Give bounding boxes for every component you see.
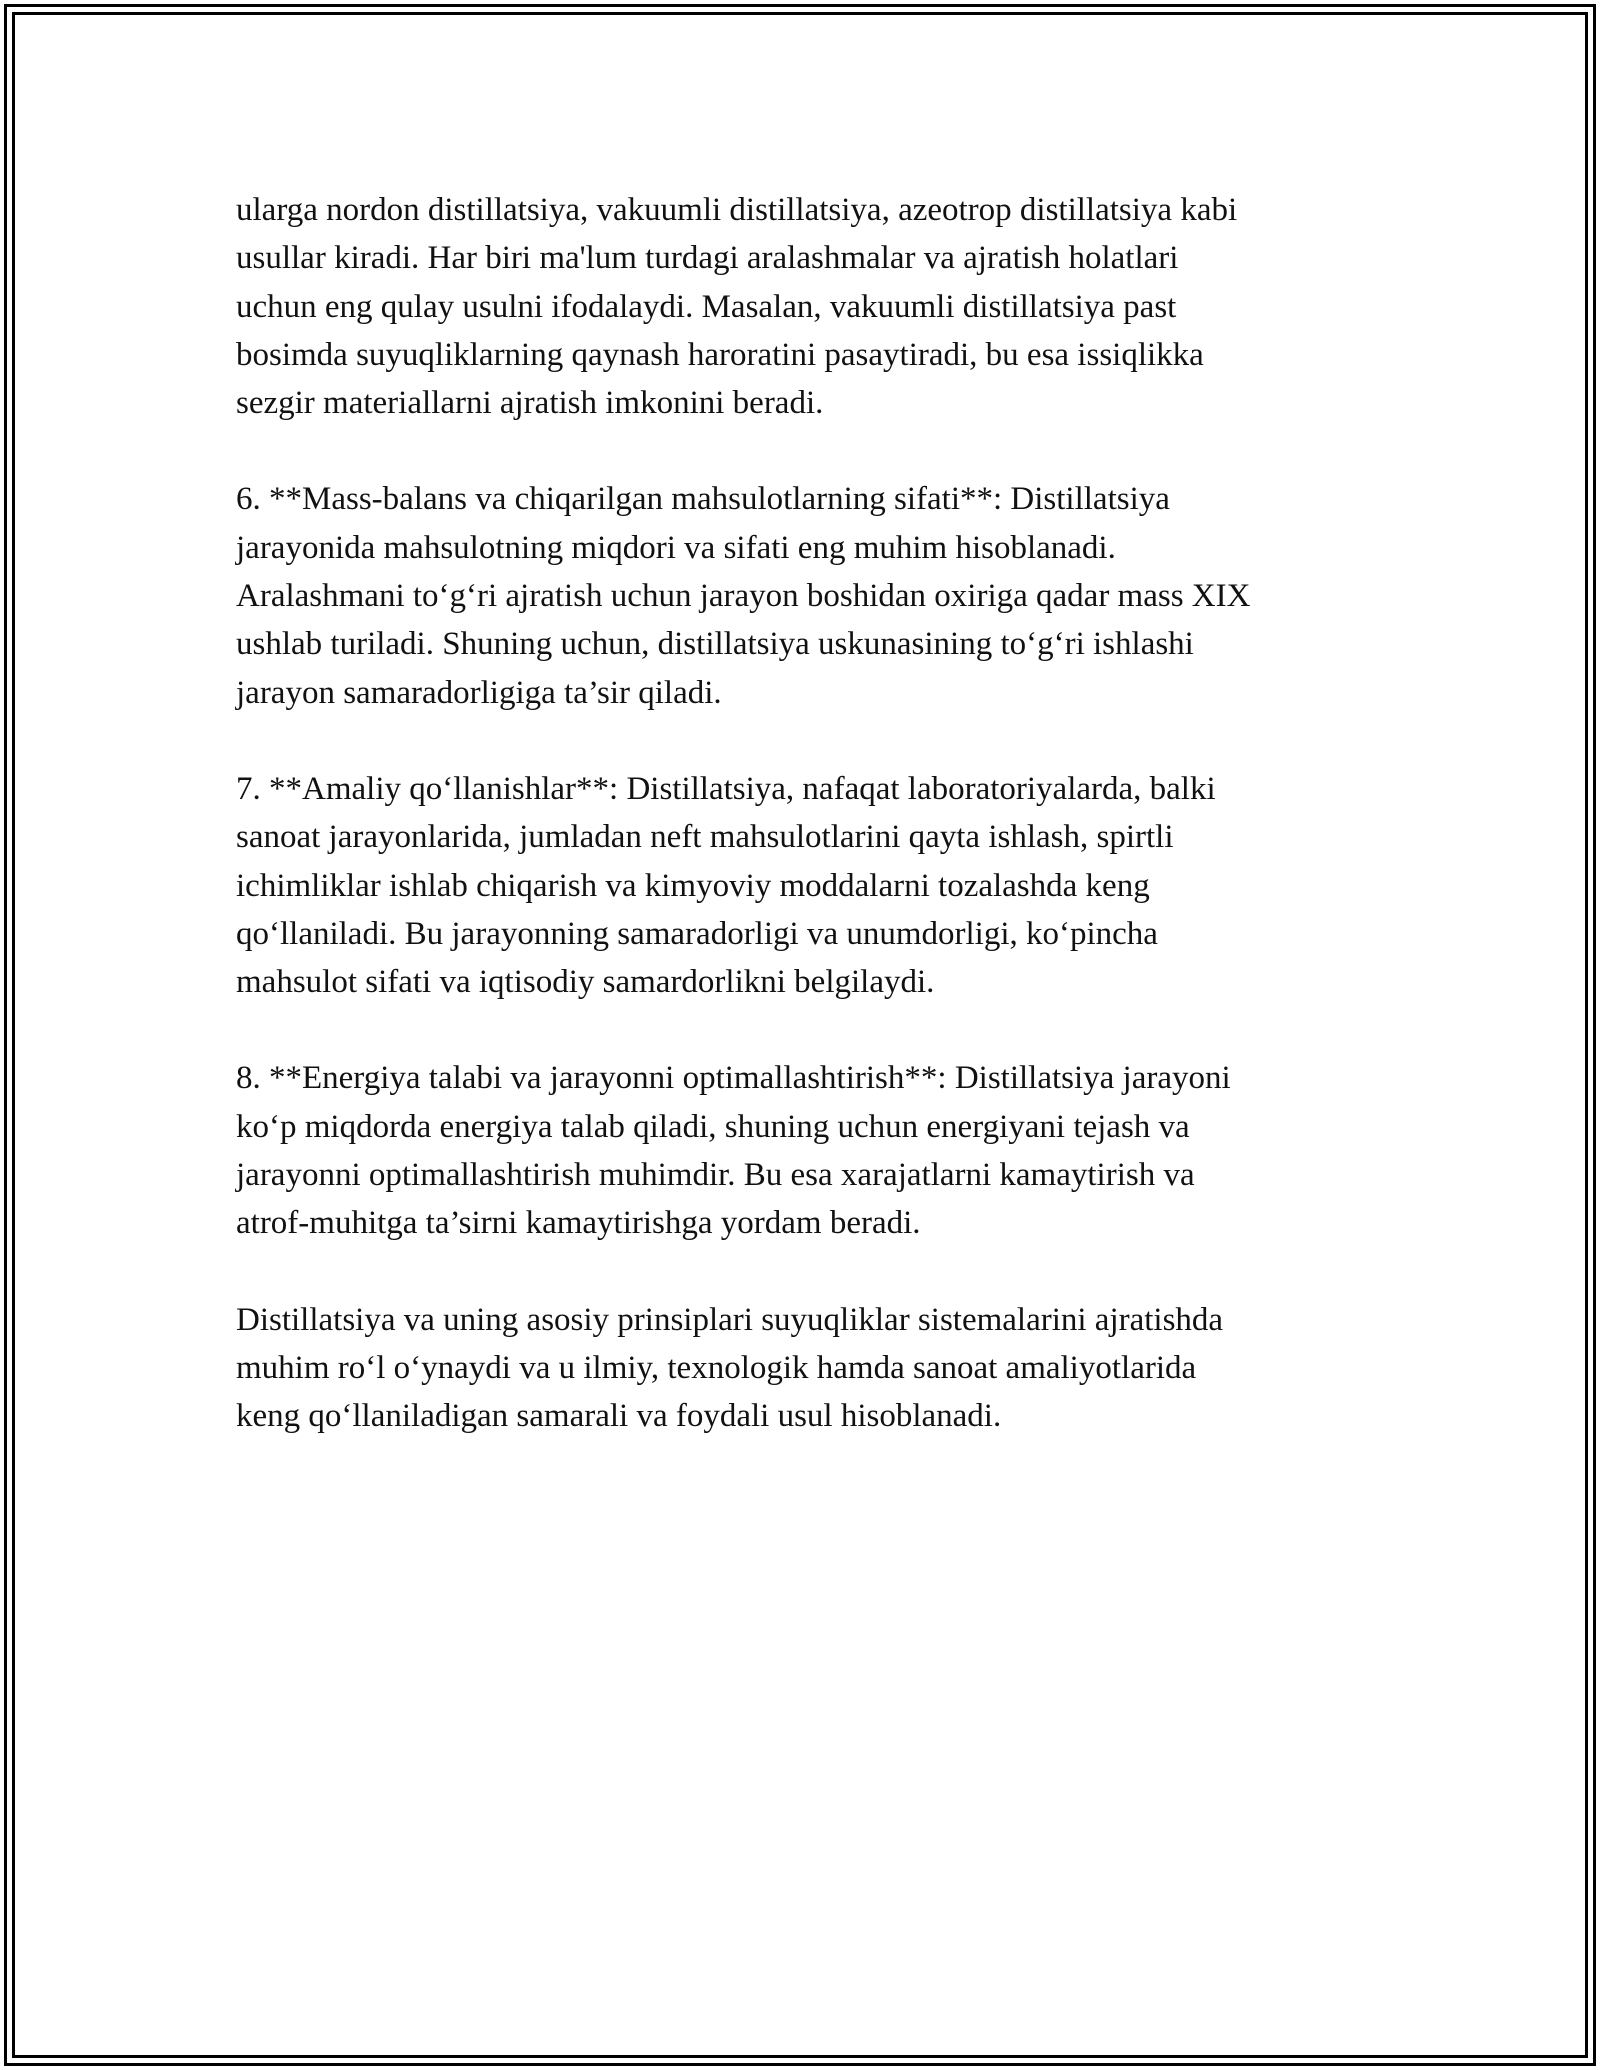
paragraph-mass-balance: 6. **Mass-balans va chiqarilgan mahsulotlarning sifati**: Distillatsiya jarayonida mahsulotning miqdori va sifati eng muhim hisoblanadi. Aralashmani to‘g‘ri ajratish uchun jarayon boshidan oxiriga qadar mass XIX ushlab turiladi. Shuning uchun, distillatsiya uskunasining to‘g‘ri ishlashi jarayon samaradorligiga ta’sir qiladi. xyxy=(236,481,1251,711)
paragraph-practical-applications: 7. **Amaliy qo‘llanishlar**: Distillatsiya, nafaqat laboratoriyalarda, balki sanoat jarayonlarida, jumladan neft mahsulotlarini qayta ishlash, spirtli ichimliklar ishlab chiqarish va kimyoviy moddalarni tozalashda keng qo‘llaniladi. Bu jarayonning samaradorligi va unumdorligi, ko‘pincha mahsulot sifati va iqtisodiy samardorlikni belgilaydi. xyxy=(236,770,1216,1001)
paragraph-conclusion: Distillatsiya va uning asosiy prinsiplari suyuqliklar sistemalarini ajratishda muhim ro‘l o‘ynaydi va u ilmiy, texnologik hamda sanoat amaliyotlarida keng qo‘llaniladigan samarali va foydali usul hisoblanadi. xyxy=(236,1301,1224,1435)
paragraph-distillation-methods: ularga nordon distillatsiya, vakuumli distillatsiya, azeotrop distillatsiya kabi usullar kiradi. Har biri ma'lum turdagi aralashmalar va ajratish holatlari uchun eng qulay usulni ifodalaydi. Masalan, vakuumli distillatsiya past bosimda suyuqliklarning qaynash haroratini pasaytiradi, bu esa issiqlikka sezgir materiallarni ajratish imkonini beradi. xyxy=(236,192,1238,422)
paragraph-energy-optimization: 8. **Energiya talabi va jarayonni optimallashtirish**: Distillatsiya jarayoni ko‘p miqdorda energiya talab qiladi, shuning uchun energiyani tejash va jarayonni optimallashtirish muhimdir. Bu esa xarajatlarni kamaytirish va atrof-muhitga ta’sirni kamaytirishga yordam beradi. xyxy=(236,1060,1231,1242)
document-body xyxy=(236,186,1386,1441)
